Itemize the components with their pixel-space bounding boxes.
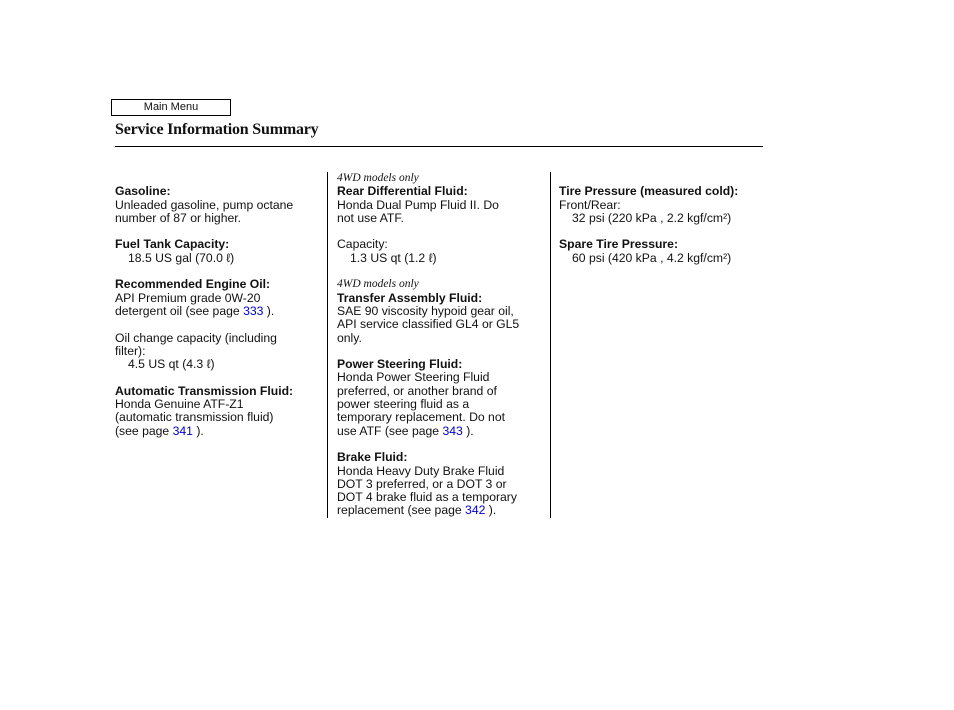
capacity-value: 1.3 US qt (1.2 ℓ) [350,250,437,265]
engine-oil-line: API Premium grade 0W-20 [115,290,261,305]
page-link-342[interactable]: 342 [465,503,486,518]
transfer-line: API service classified GL4 or GL5 [337,317,520,332]
spare-tire-heading: Spare Tire Pressure: [559,237,679,252]
fuel-tank-value: 18.5 US gal (70.0 ℓ) [128,250,235,265]
page-title: Service Information Summary [115,121,319,138]
4wd-note: 4WD models only [337,172,419,184]
transfer-line: SAE 90 viscosity hypoid gear oil, [337,303,514,318]
atf-heading: Automatic Transmission Fluid: [115,383,294,398]
atf-line: Honda Genuine ATF-Z1 [115,397,244,412]
column-3 [559,172,764,265]
transfer-line: only. [337,330,362,345]
oil-capacity-value: 4.5 US qt (4.3 ℓ) [128,357,215,372]
rear-diff-line: Honda Dual Pump Fluid II. Do [337,197,499,212]
brake-fluid-heading: Brake Fluid: [337,450,408,465]
transfer-heading: Transfer Assembly Fluid: [337,290,483,305]
tire-pressure-sub: Front/Rear: [559,197,621,212]
power-steering-line: power steering fluid as a [337,397,470,412]
power-steering-line: temporary replacement. Do not [337,410,505,425]
tire-pressure-heading: Tire Pressure (measured cold): [559,184,739,199]
fuel-tank-heading: Fuel Tank Capacity: [115,237,230,252]
rear-diff-heading: Rear Differential Fluid: [337,184,468,199]
power-steering-line: use ATF (see page 343 ). [337,423,474,438]
column-1 [115,172,320,438]
page-link-343[interactable]: 343 [442,423,463,438]
page-link-341[interactable]: 341 [172,423,193,438]
spare-tire-value: 60 psi (420 kPa , 4.2 kgf/cm²) [572,250,732,265]
atf-line: (automatic transmission fluid) [115,410,274,425]
capacity-label: Capacity: [337,237,388,252]
column-divider-1 [327,172,328,518]
gasoline-line: Unleaded gasoline, pump octane [115,197,294,212]
main-menu-button[interactable]: Main Menu [111,99,231,116]
power-steering-line: preferred, or another brand of [337,383,497,398]
power-steering-line: Honda Power Steering Fluid [337,370,490,385]
oil-capacity-line: filter): [115,343,146,358]
brake-fluid-line: DOT 3 preferred, or a DOT 3 or [337,476,507,491]
tire-pressure-value: 32 psi (220 kPa , 2.2 kgf/cm²) [572,210,732,225]
brake-fluid-line: replacement (see page 342 ). [337,503,497,518]
power-steering-heading: Power Steering Fluid: [337,357,463,372]
gasoline-line: number of 87 or higher. [115,210,242,225]
rear-diff-line: not use ATF. [337,210,404,225]
engine-oil-line: detergent oil (see page 333 ). [115,303,275,318]
engine-oil-heading: Recommended Engine Oil: [115,277,271,292]
page-link-333[interactable]: 333 [243,303,264,318]
oil-capacity-line: Oil change capacity (including [115,330,277,345]
4wd-note: 4WD models only [337,278,419,291]
gasoline-heading: Gasoline: [115,184,171,199]
brake-fluid-line: Honda Heavy Duty Brake Fluid [337,463,505,478]
brake-fluid-line: DOT 4 brake fluid as a temporary [337,490,517,505]
column-2 [337,172,542,518]
title-divider [115,146,763,147]
atf-line: (see page 341 ). [115,423,204,438]
column-divider-2 [550,172,551,518]
